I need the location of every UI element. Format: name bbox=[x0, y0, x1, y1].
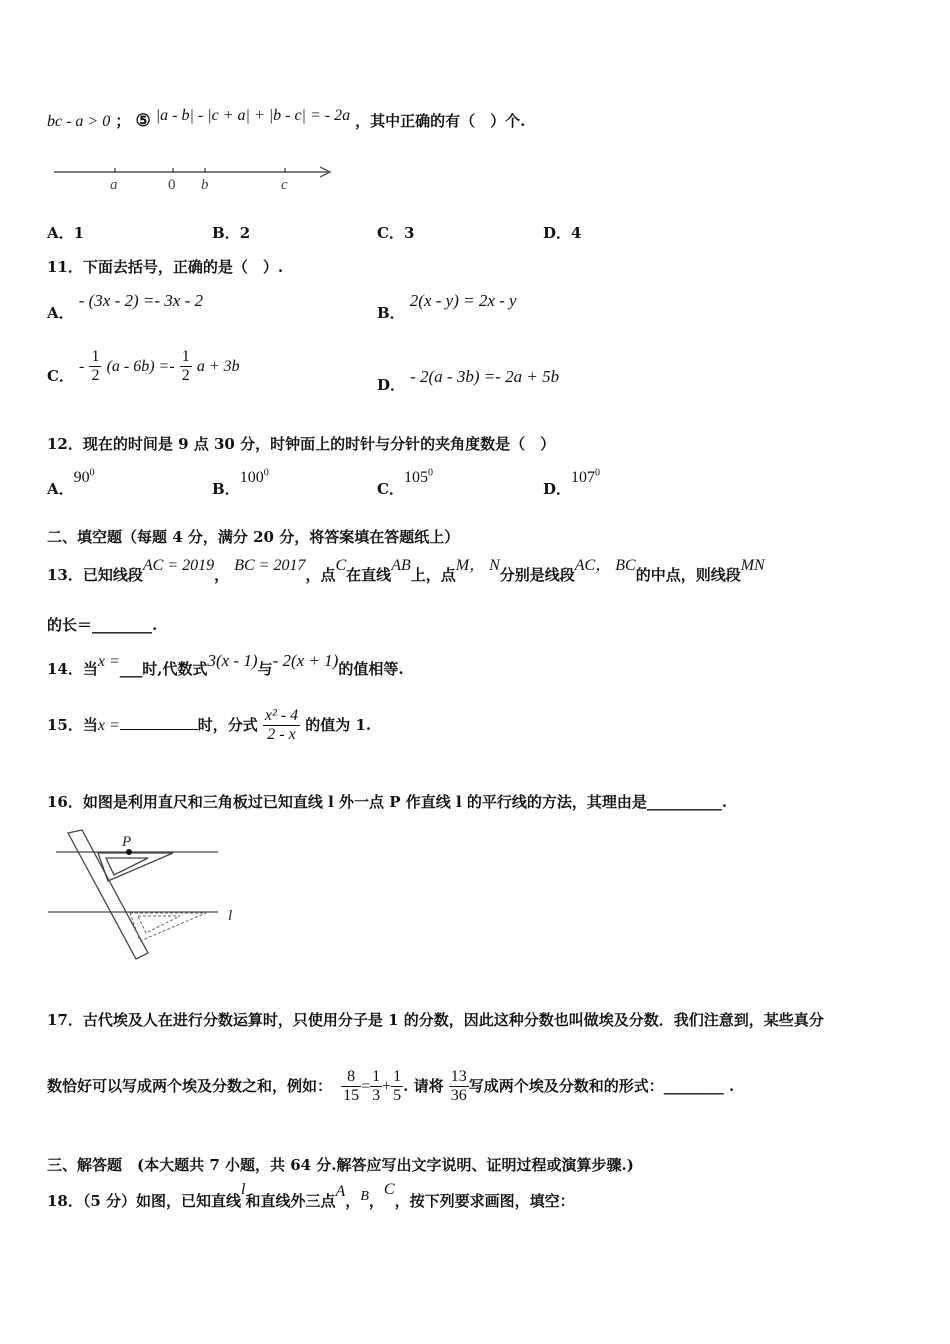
q10-sep: ； bbox=[115, 112, 131, 130]
q12-option-d[interactable]: D．$107^0$ bbox=[543, 467, 601, 498]
q12-option-a[interactable]: A．$90^0$ bbox=[47, 467, 95, 498]
fig-set-square-top bbox=[98, 853, 173, 881]
q11-option-c[interactable]: C． - $\frac{1}{2}$ (a - 6b) =- $\frac{1}{2}$ a + 3b bbox=[47, 348, 240, 385]
q10-cond4: bc - a > 0 bbox=[47, 113, 111, 130]
section-2-title: 二、填空题（每题 4 分，满分 20 分，将答案填在答题纸上） bbox=[47, 528, 460, 546]
q11-d-expr: - 2(a - 3b) =- 2a + 5b bbox=[410, 367, 560, 386]
q10-circled-5: ⑤ bbox=[135, 111, 151, 131]
q18: 18．（5 分）如图，已知直线l和直线外三点A，B，C，按下列要求画图，填空： bbox=[47, 1181, 575, 1210]
nl-label-b: b bbox=[201, 177, 209, 193]
q12-option-c[interactable]: C．$105^0$ bbox=[377, 467, 433, 498]
q11-option-a[interactable]: A． - (3x - 2) =- 3x - 2 bbox=[47, 291, 204, 322]
q10-conditions bbox=[47, 107, 526, 131]
fig-label-l: l bbox=[228, 908, 233, 924]
q17-line1: 17．古代埃及人在进行分数运算时，只使用分子是 1 的分数，因此这种分数也叫做埃及分数．我们注意到，某些真分 bbox=[47, 1011, 824, 1029]
q15: 15．当x = 时，分式 $\frac{\text{x² - 4}}{2 - x}$ 的值为 1. bbox=[47, 707, 372, 743]
q11-option-d[interactable]: D． - 2(a - 3b) =- 2a + 5b bbox=[377, 367, 560, 394]
q10-option-b[interactable]: B．2 bbox=[212, 224, 251, 242]
q11-b-expr: 2(x - y) = 2x - y bbox=[409, 291, 517, 310]
q11-a-expr: - (3x - 2) =- 3x - 2 bbox=[78, 291, 204, 310]
q11-stem: 11．下面去括号，正确的是（ ）. bbox=[47, 258, 284, 276]
q14: 14．当x =___时,代数式3(x - 1)与- 2(x + 1)的值相等. bbox=[47, 651, 404, 678]
section-3-title: 三、解答题 (本大题共 7 小题，共 64 分.解答应写出文字说明、证明过程或演算步骤.) bbox=[47, 1156, 634, 1174]
q10-cond5: |a - b| - |c + a| + |b - c| = - 2a bbox=[155, 107, 351, 124]
q12-option-b[interactable]: B．$100^0$ bbox=[212, 467, 269, 498]
q13-line1: 13．已知线段AC = 2019， BC = 2017，点C在直线AB上，点M， N分别是线段AC， BC的中点，则线段MN bbox=[47, 557, 765, 584]
q10-option-a[interactable]: A．1 bbox=[47, 224, 85, 242]
nl-label-0: 0 bbox=[168, 177, 176, 193]
q13-line2: 的长＝________. bbox=[47, 616, 158, 634]
fig-ruler bbox=[68, 830, 148, 959]
q10-option-c[interactable]: C．3 bbox=[377, 224, 415, 242]
fig-set-square-bottom bbox=[130, 913, 206, 941]
nl-label-c: c bbox=[281, 177, 288, 193]
q10-tail: ，其中正确的有（ ）个. bbox=[355, 112, 526, 130]
q16-stem: 16．如图是利用直尺和三角板过已知直线 l 外一点 P 作直线 l 的平行线的方法，其理由是__________. bbox=[47, 793, 728, 811]
q17-line2: 数恰好可以写成两个埃及分数之和，例如： $\frac{8}{15}$ = $\frac{1}{3}$ + $\frac{1}{5}$ . 请将 $\frac{13}{36}$ 写成两个埃及分数和的形式：________ . bbox=[47, 1068, 735, 1104]
fig-label-p: P bbox=[122, 834, 132, 850]
q16-figure bbox=[48, 825, 248, 965]
q10-number-line bbox=[48, 158, 338, 198]
q10-option-d[interactable]: D．4 bbox=[543, 224, 582, 242]
q12-stem: 12．现在的时间是 9 点 30 分，时钟面上的时针与分针的夹角度数是（ ） bbox=[47, 435, 556, 453]
q11-option-b[interactable]: B． 2(x - y) = 2x - y bbox=[377, 291, 517, 322]
nl-label-a: a bbox=[110, 177, 118, 193]
